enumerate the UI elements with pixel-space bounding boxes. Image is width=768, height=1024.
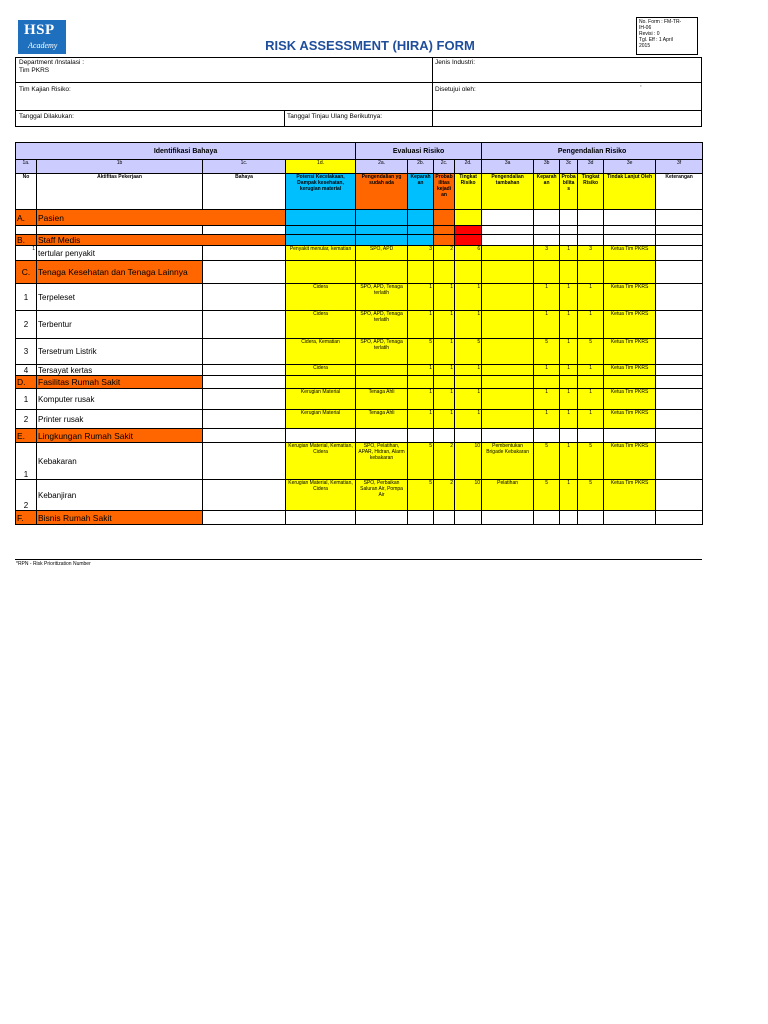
code-row (16, 160, 703, 174)
row-risk-2: 3 (578, 246, 604, 261)
row-existing-control: Tenaga Ahli (356, 410, 408, 429)
col-header-severity-2: Keparah an (534, 174, 560, 210)
row-risk: 6 (455, 246, 482, 261)
row-severity: 1 (408, 410, 434, 429)
industry-label: Jenis Industri: (435, 59, 476, 66)
row-potential: Cidera (286, 365, 356, 376)
col-header-severity: Keparah an (408, 174, 434, 210)
row-follow-up: Ketua Tim PKRS (604, 311, 656, 339)
row-additional-control: Pembentukan Brigade Kebakaran (482, 443, 534, 480)
row-probability: 1 (434, 311, 455, 339)
semicolon-mark: ; (640, 81, 642, 88)
row-activity: tertular penyakit (37, 246, 203, 261)
row-potential: Kerugian Material (286, 389, 356, 410)
company-logo (18, 20, 66, 54)
section-title: Staff Medis (37, 235, 286, 246)
table-row (16, 389, 703, 410)
row-risk-2: 1 (578, 311, 604, 339)
code-cell: 3c (560, 160, 578, 174)
row-severity-2: 1 (534, 365, 560, 376)
row-probability: 2 (434, 480, 455, 511)
code-cell: 1d. (286, 160, 356, 174)
row-risk-2: 1 (578, 410, 604, 429)
col-header-notes: Keterangan (656, 174, 703, 210)
logo-subtext: Academy (28, 41, 58, 50)
team-label: Tim Kajian Risiko: (19, 86, 71, 93)
col-header-potential: Potensi Kecelakaan, Dampak kesehatan, kerugian material (286, 174, 356, 210)
row-activity: Printer rusak (37, 410, 203, 429)
row-probability: 1 (434, 339, 455, 365)
row-no: 2 (16, 410, 37, 429)
row-existing-control: SPO, Perbaikan Saluran Air, Pompa Air (356, 480, 408, 511)
row-probability: 1 (434, 365, 455, 376)
row-risk: 10 (455, 443, 482, 480)
header-divider (432, 58, 433, 127)
code-cell: 3f (656, 160, 703, 174)
row-severity: 5 (408, 443, 434, 480)
code-cell: 2b. (408, 160, 434, 174)
row-potential: Kerugian Material (286, 410, 356, 429)
row-existing-control: Tenaga Ahli (356, 389, 408, 410)
row-probability-2: 1 (560, 410, 578, 429)
row-risk: 5 (455, 339, 482, 365)
row-existing-control: SPO, APD (356, 246, 408, 261)
row-probability-2: 1 (560, 389, 578, 410)
row-severity-2: 1 (534, 389, 560, 410)
row-severity: 1 (408, 284, 434, 311)
row-probability: 2 (434, 443, 455, 480)
table-row (16, 246, 703, 261)
hira-table (15, 142, 703, 525)
row-activity: Komputer rusak (37, 389, 203, 410)
row-severity: 3 (408, 246, 434, 261)
row-risk-2: 1 (578, 284, 604, 311)
form-number-cont: IH-06 (639, 25, 652, 31)
row-no: 3 (16, 339, 37, 365)
col-header-probability: Probab ilitas kejadi an (434, 174, 455, 210)
section-title: Pasien (37, 210, 286, 226)
row-risk: 1 (455, 365, 482, 376)
row-risk-2: 1 (578, 365, 604, 376)
table-row (16, 311, 703, 339)
section-title: Bisnis Rumah Sakit (37, 511, 203, 525)
section-title: Lingkungan Rumah Sakit (37, 429, 203, 443)
col-header-risk-level: Tingkat Risiko (455, 174, 482, 210)
page-title: RISK ASSESSMENT (HIRA) FORM (265, 38, 475, 53)
row-severity: 1 (408, 311, 434, 339)
header-divider (284, 110, 285, 127)
form-info-box (636, 17, 698, 55)
section-letter: C. (16, 261, 37, 284)
row-risk-2: 5 (578, 480, 604, 511)
row-probability-2: 1 (560, 443, 578, 480)
row-probability: 1 (434, 284, 455, 311)
row-activity: Tersayat kertas (37, 365, 203, 376)
form-effective-year: 2015 (639, 43, 651, 49)
row-no: 1 (16, 284, 37, 311)
row-severity-2: 5 (534, 339, 560, 365)
code-cell: 3e (604, 160, 656, 174)
section-row-c (16, 261, 703, 284)
group-identifikasi: Identifikasi Bahaya (16, 143, 356, 160)
footer-divider (15, 559, 702, 560)
row-follow-up: Ketua Tim PKRS (604, 480, 656, 511)
row-follow-up: Ketua Tim PKRS (604, 365, 656, 376)
row-risk: 1 (455, 389, 482, 410)
code-cell: 3a (482, 160, 534, 174)
row-severity-2: 1 (534, 410, 560, 429)
row-probability: 1 (434, 389, 455, 410)
col-header-follow-up: Tindak Lanjut Oleh (604, 174, 656, 210)
row-severity-2: 5 (534, 480, 560, 511)
code-cell: 1a. (16, 160, 37, 174)
row-activity: Kebanjiran (37, 480, 203, 511)
section-row-d (16, 376, 703, 389)
code-cell: 3d (578, 160, 604, 174)
code-cell: 2c. (434, 160, 455, 174)
row-potential: Cidera, Kematian (286, 339, 356, 365)
section-row-f (16, 511, 703, 525)
row-probability-2: 1 (560, 246, 578, 261)
row-additional-control: Pelatihan (482, 480, 534, 511)
row-risk-2: 5 (578, 339, 604, 365)
col-header-risk-level-2: Tingkat Risiko (578, 174, 604, 210)
col-header-existing-control: Pengendalian yg sudah ada (356, 174, 408, 210)
section-title: Fasilitas Rumah Sakit (37, 376, 203, 389)
logo-text: HSP (24, 22, 55, 38)
row-no: 1 (16, 443, 37, 480)
row-follow-up: Ketua Tim PKRS (604, 246, 656, 261)
section-letter: E. (16, 429, 37, 443)
row-severity-2: 1 (534, 284, 560, 311)
assessment-header (15, 57, 702, 127)
code-cell: 2d. (455, 160, 482, 174)
col-header-probability-2: Proba bilita s (560, 174, 578, 210)
table-row (16, 365, 703, 376)
table-row (16, 410, 703, 429)
row-activity: Terbentur (37, 311, 203, 339)
code-cell: 1c. (203, 160, 286, 174)
row-existing-control (356, 365, 408, 376)
department-value: Tim PKRS (19, 67, 50, 74)
row-severity: 1 (408, 365, 434, 376)
row-severity-2: 5 (534, 443, 560, 480)
section-row-a (16, 210, 703, 226)
row-activity: Kebakaran (37, 443, 203, 480)
row-probability-2: 1 (560, 480, 578, 511)
row-severity: 1 (408, 389, 434, 410)
row-no: 2 (16, 311, 37, 339)
group-evaluasi: Evaluasi Risiko (356, 143, 482, 160)
row-risk: 1 (455, 284, 482, 311)
row-risk: 1 (455, 410, 482, 429)
row-no: 1 (16, 389, 37, 410)
table-row (16, 339, 703, 365)
row-activity: Terpeleset (37, 284, 203, 311)
row-risk-2: 5 (578, 443, 604, 480)
row-risk: 1 (455, 311, 482, 339)
section-letter: F. (16, 511, 37, 525)
row-probability: 1 (434, 410, 455, 429)
row-severity-2: 1 (534, 311, 560, 339)
department-label: Department /Instalasi : (19, 59, 85, 66)
row-potential: Cidera (286, 311, 356, 339)
row-no: 2 (16, 480, 37, 511)
form-effective-date: Tgl. Eff : 1 April (639, 37, 673, 43)
section-row-b (16, 235, 703, 246)
row-no: 4 (16, 365, 37, 376)
code-cell: 1b (37, 160, 203, 174)
col-header-activity: Aktifitas Pekerjaan (37, 174, 203, 210)
footnote: *RPN - Risk Prioritization Number (16, 561, 91, 567)
col-header-no: No (16, 174, 37, 210)
table-row (16, 284, 703, 311)
row-potential: Kerugian Material, Kematian, Cidera (286, 480, 356, 511)
review-date-label: Tanggal Tinjau Ulang Berikutnya: (287, 113, 383, 120)
row-existing-control: SPO, APD, Tenaga terlatih (356, 284, 408, 311)
code-cell: 2a. (356, 160, 408, 174)
row-follow-up: Ketua Tim PKRS (604, 339, 656, 365)
row-probability-2: 1 (560, 339, 578, 365)
row-potential: Penyakit menular, kematian (286, 246, 356, 261)
row-existing-control: SPO, APD, Tenaga terlatih (356, 339, 408, 365)
group-pengendalian: Pengendalian Risiko (482, 143, 703, 160)
column-header-row (16, 174, 703, 210)
row-existing-control: SPO, Pelatihan, APAR, Hidran, Alarm kebakaran (356, 443, 408, 480)
row-follow-up: Ketua Tim PKRS (604, 389, 656, 410)
row-existing-control: SPO, APD, Tenaga terlatih (356, 311, 408, 339)
section-row-e (16, 429, 703, 443)
row-probability: 2 (434, 246, 455, 261)
section-letter: D. (16, 376, 37, 389)
header-divider (16, 82, 702, 83)
code-cell: 3b (534, 160, 560, 174)
row-activity: Tersetrum Listrik (37, 339, 203, 365)
row-follow-up: Ketua Tim PKRS (604, 284, 656, 311)
form-number: No. Form : FM-TR- (639, 19, 682, 25)
row-severity: 5 (408, 339, 434, 365)
row-severity: 5 (408, 480, 434, 511)
section-letter: A. (16, 210, 37, 226)
row-potential: Cidera (286, 284, 356, 311)
col-header-hazard: Bahaya (203, 174, 286, 210)
col-header-additional-control: Pengendalian tambahan (482, 174, 534, 210)
row-no: 1 (16, 246, 37, 261)
group-header-row (16, 143, 703, 160)
row-probability-2: 1 (560, 311, 578, 339)
table-row (16, 443, 703, 480)
row-potential: Kerugian Material, Kematian, Cidera (286, 443, 356, 480)
header-divider (16, 110, 702, 111)
row-severity-2: 3 (534, 246, 560, 261)
table-row (16, 480, 703, 511)
row-probability-2: 1 (560, 284, 578, 311)
row-risk-2: 1 (578, 389, 604, 410)
date-label: Tanggal Dilakukan: (19, 113, 74, 120)
row-follow-up: Ketua Tim PKRS (604, 410, 656, 429)
approved-label: Disetujui oleh: (435, 86, 476, 93)
row-probability-2: 1 (560, 365, 578, 376)
row-follow-up: Ketua Tim PKRS (604, 443, 656, 480)
spacer-row (16, 226, 703, 235)
row-risk: 10 (455, 480, 482, 511)
section-letter: B. (16, 235, 37, 246)
form-revision: Revisi : 0 (639, 31, 660, 37)
section-title: Tenaga Kesehatan dan Tenaga Lainnya (37, 261, 203, 284)
